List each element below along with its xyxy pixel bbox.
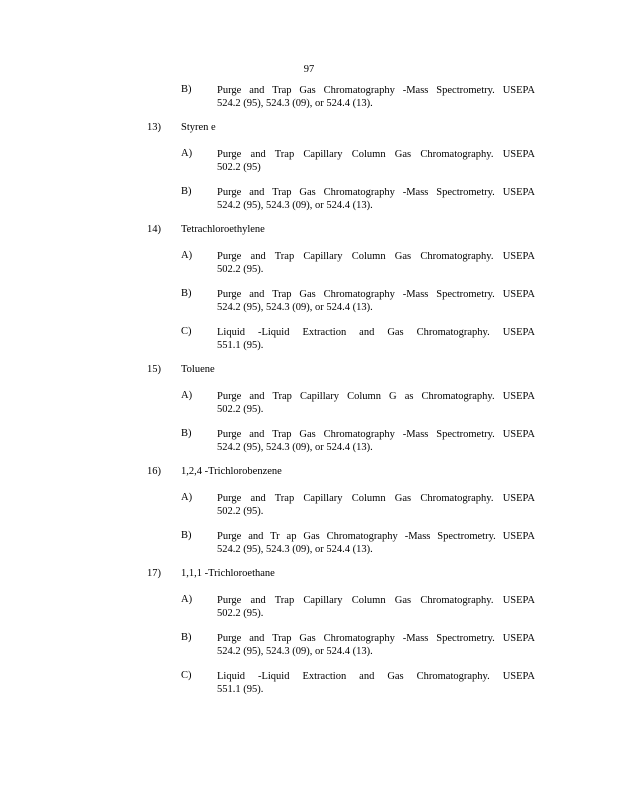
method-line-1: Purge and Trap Capillary Column Gas Chromatography. USEPA [217,149,535,160]
method-line-1: Purge and Trap Capillary Column G as Chromatography. USEPA [217,391,535,402]
method-letter: B) [181,428,192,439]
method-text-block [217,148,535,174]
method-text-block [217,84,535,110]
method-line-2: 524.2 (95), 524.3 (09), or 524.4 (13). [217,200,373,211]
method-letter: A) [181,594,193,605]
section-heading [0,466,618,492]
section-name: 1,2,4 -Trichlorobenzene [181,466,282,477]
method-line-2: 502.2 (95). [217,264,264,275]
method-line-1: Purge and Trap Gas Chromatography -Mass Spectrometry. USEPA [217,85,535,96]
method-letter: C) [181,670,192,681]
method-item [0,186,618,212]
method-line-1: Purge and Tr ap Gas Chromatography -Mass Spectrometry. USEPA [217,531,535,542]
section [0,122,618,212]
method-letter: A) [181,148,193,159]
method-text-block [217,250,535,276]
section-heading [0,224,618,250]
method-letter: B) [181,186,192,197]
section-name: Tetrachloroethylene [181,224,265,235]
method-text-block [217,670,535,696]
method-letter: C) [181,326,192,337]
method-item [0,428,618,454]
method-line-2: 502.2 (95). [217,404,264,415]
method-item [0,530,618,556]
method-item [0,390,618,416]
method-text-block [217,428,535,454]
method-line-1: Liquid -Liquid Extraction and Gas Chromatography. USEPA [217,671,535,682]
method-item [0,594,618,620]
method-line-1: Purge and Trap Gas Chromatography -Mass Spectrometry. USEPA [217,633,535,644]
method-text-block [217,390,535,416]
method-line-2: 502.2 (95). [217,608,264,619]
section [0,466,618,556]
method-item [0,84,618,110]
method-letter: A) [181,492,193,503]
method-item [0,288,618,314]
method-list [0,84,618,708]
section-heading [0,568,618,594]
method-text-block [217,594,535,620]
method-line-2: 551.1 (95). [217,340,264,351]
method-line-1: Purge and Trap Capillary Column Gas Chromatography. USEPA [217,595,535,606]
method-line-1: Purge and Trap Gas Chromatography -Mass Spectrometry. USEPA [217,187,535,198]
section-heading [0,364,618,390]
method-text-block [217,492,535,518]
method-text-block [217,288,535,314]
method-text-block [217,632,535,658]
section-name: 1,1,1 -Trichloroethane [181,568,275,579]
method-item [0,670,618,696]
method-line-2: 551.1 (95). [217,684,264,695]
method-line-2: 524.2 (95), 524.3 (09), or 524.4 (13). [217,302,373,313]
section-heading [0,122,618,148]
section [0,364,618,454]
method-letter: B) [181,530,192,541]
section [0,224,618,352]
method-item [0,148,618,174]
method-line-2: 502.2 (95). [217,506,264,517]
method-line-1: Liquid -Liquid Extraction and Gas Chromatography. USEPA [217,327,535,338]
method-text-block [217,326,535,352]
method-text-block [217,186,535,212]
method-line-2: 524.2 (95), 524.3 (09), or 524.4 (13). [217,544,373,555]
section-number: 13) [147,122,161,133]
method-line-1: Purge and Trap Capillary Column Gas Chromatography. USEPA [217,493,535,504]
method-item [0,326,618,352]
method-letter: B) [181,632,192,643]
method-item [0,250,618,276]
method-line-1: Purge and Trap Gas Chromatography -Mass Spectrometry. USEPA [217,289,535,300]
section-name: Styren e [181,122,216,133]
section-number: 14) [147,224,161,235]
method-line-2: 524.2 (95), 524.3 (09), or 524.4 (13). [217,98,373,109]
method-letter: B) [181,288,192,299]
method-item [0,492,618,518]
method-letter: A) [181,390,193,401]
section-number: 17) [147,568,161,579]
method-letter: B) [181,84,192,95]
method-line-2: 524.2 (95), 524.3 (09), or 524.4 (13). [217,646,373,657]
method-line-1: Purge and Trap Capillary Column Gas Chromatography. USEPA [217,251,535,262]
method-line-1: Purge and Trap Gas Chromatography -Mass Spectrometry. USEPA [217,429,535,440]
method-text-block [217,530,535,556]
section [0,568,618,696]
method-letter: A) [181,250,193,261]
section-number: 16) [147,466,161,477]
method-line-2: 502.2 (95) [217,162,261,173]
section-number: 15) [147,364,161,375]
page-number: 97 [303,64,315,75]
section-name: Toluene [181,364,215,375]
method-line-2: 524.2 (95), 524.3 (09), or 524.4 (13). [217,442,373,453]
method-item [0,632,618,658]
